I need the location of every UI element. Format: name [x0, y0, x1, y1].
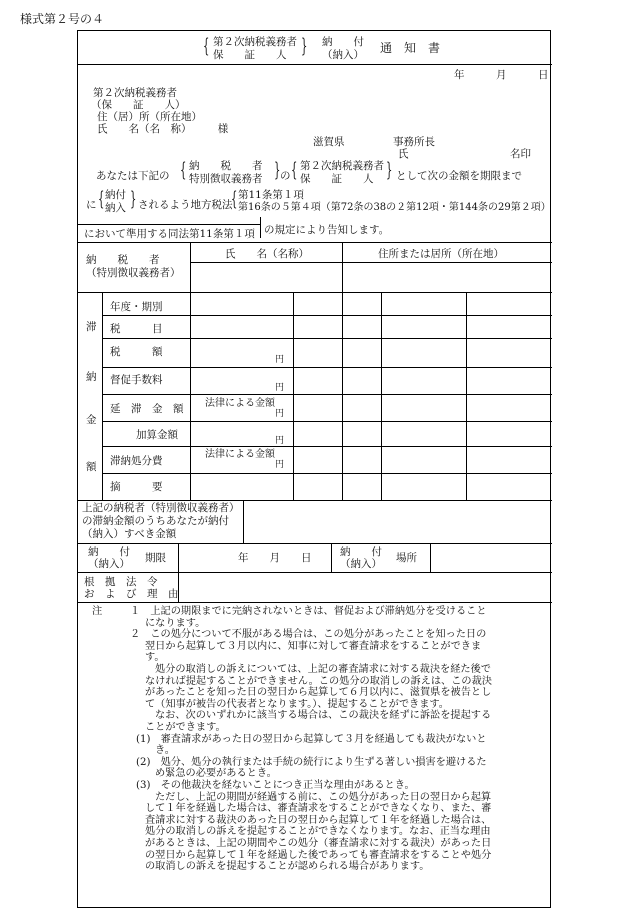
- issuer-office: 事務所長: [393, 136, 435, 148]
- note-line: があったことを知った日の翌日から起算して６月以内に、滋賀県を被告とし: [145, 687, 492, 699]
- notice-text-2b1: 納付: [105, 189, 126, 201]
- notice-text-1a: あなたは下記の: [96, 170, 170, 182]
- basis-label-1: 根 拠 法 令: [84, 576, 158, 588]
- notice-text-1b1: 納 税 者: [189, 160, 263, 172]
- divider: [243, 500, 244, 543]
- row-label-additional-tax: 加算金額: [136, 429, 178, 441]
- title-bracket-open: {: [203, 33, 210, 57]
- notes-head: 注: [92, 606, 103, 617]
- note-line: 処分の取消しの訴えを提起することができなくなります。なお、正当な理由: [145, 826, 491, 838]
- note-line: の取消しの訴えを提起することが認められる場合があります。: [145, 861, 430, 873]
- divider: [78, 572, 552, 573]
- form-number: 様式第２号の４: [20, 12, 105, 26]
- notice-text-2b2: 納入: [105, 202, 126, 214]
- row-unit-yen: 円: [275, 436, 285, 446]
- notice-form: [77, 30, 551, 908]
- place-label-bottom: （納入）: [340, 558, 382, 570]
- title-left-top: 第２次納税義務者: [213, 36, 297, 48]
- title-bracket-close: }: [301, 33, 308, 57]
- divider: [178, 543, 179, 572]
- divider: [342, 292, 343, 500]
- basis-label-2: お よ び 理 由: [84, 588, 179, 600]
- divider: [78, 500, 552, 501]
- row-label-late-fee: 延 滞 金 額: [110, 403, 184, 415]
- divider: [260, 217, 261, 238]
- place-label-side: 場所: [396, 552, 417, 564]
- group-label-char: 金: [86, 414, 97, 426]
- divider: [102, 394, 552, 395]
- row-unit-yen: 円: [275, 355, 285, 365]
- notice-text-2c: されるよう地方税法: [138, 199, 233, 211]
- row-label-disposition-cost: 滞納処分費: [110, 455, 163, 467]
- amount-to-pay-label: 上記の納税者（特別徴収義務者）の滞納金額のうちあなたが納付（納入）すべき金額: [82, 502, 240, 540]
- deadline-label-bottom: （納入）: [88, 558, 130, 570]
- deadline-label-side: 期限: [145, 552, 166, 564]
- divider: [102, 446, 552, 447]
- divider: [102, 421, 552, 422]
- note-line: なければ提起することができません。この処分の取消しの訴えは、この裁決: [145, 675, 492, 687]
- bracket: {: [231, 186, 238, 210]
- title-left-bottom: 保 証 人: [213, 49, 287, 61]
- notice-text-1c: の: [280, 170, 291, 182]
- bracket: }: [130, 186, 137, 210]
- taxpayer-name-header: 氏 名（名称）: [225, 248, 309, 260]
- taxpayer-address-header: 住所または居所（所在地）: [378, 248, 504, 260]
- addressee-title: 第２次納税義務者: [93, 87, 177, 99]
- issuer-prefecture: 滋賀県: [313, 136, 345, 148]
- notice-text-3b: の規定により告知します。: [264, 224, 390, 236]
- note-line: があるときは、上記の期間やこの処分（審査請求に対する裁決）があった日: [145, 838, 492, 849]
- group-label-char: 額: [86, 461, 97, 473]
- addressee-name: 氏 名（名 称） 様: [97, 123, 229, 135]
- note-line: になります。: [145, 617, 206, 629]
- addressee-guarantor: （保 証 人）: [91, 99, 186, 111]
- note-line: き。: [155, 745, 175, 757]
- notice-text-1b2: 特別徴収義務者: [189, 173, 263, 185]
- title-mid-top: 納 付: [322, 36, 364, 48]
- row-unit-yen: 円: [275, 383, 285, 393]
- taxpayer-label-sub: （特別徴収義務者）: [86, 267, 181, 279]
- note-line: ２ この処分について不服がある場合は、この処分があったことを知った日の: [130, 629, 487, 641]
- row-label-reminder-fee: 督促手数料: [110, 374, 163, 386]
- deadline-label-top: 納 付: [88, 546, 130, 558]
- note-line: １ 上記の期限までに完納されないときは、督促および滞納処分を受けること: [130, 606, 487, 617]
- divider: [190, 262, 552, 263]
- group-label-char: 納: [86, 371, 97, 383]
- row-label-tax-item: 税 目: [110, 323, 163, 335]
- divider: [331, 543, 332, 572]
- note-line: (2) 処分、処分の執行または手続の続行により生ずる著しい損害を避けるた: [136, 756, 487, 768]
- note-line: して１年を経過した場合は、審査請求をすることができなくなり、また、審: [145, 803, 492, 815]
- divider: [78, 602, 552, 603]
- bracket: {: [180, 157, 187, 181]
- divider: [190, 292, 191, 500]
- row-unit-yen: 円: [275, 460, 285, 470]
- divider: [102, 338, 552, 339]
- divider: [102, 367, 552, 368]
- title-mid-bottom: （納入）: [322, 49, 364, 61]
- divider: [430, 543, 431, 572]
- addressee-address: 住（居）所（所在地）: [97, 111, 202, 123]
- taxpayer-label: 納 税 者: [86, 254, 160, 266]
- bracket: {: [98, 186, 105, 210]
- notice-text-2d1: 第11条第１項: [238, 189, 304, 201]
- note-line: て（知事が被告の代表者となります。）、提起することができます。: [145, 698, 449, 710]
- note-line: (1) 審査請求があった日の翌日から起算して３月を経過しても裁決がないと: [136, 733, 487, 745]
- deadline-date: 年 月 日: [238, 552, 312, 564]
- note-line: す。: [145, 652, 165, 664]
- row-legal-amount: 法律による金額: [205, 398, 275, 409]
- divider: [178, 572, 179, 602]
- divider: [78, 242, 552, 243]
- divider: [102, 292, 103, 500]
- row-label-remarks: 摘 要: [110, 481, 163, 493]
- title-main: 通 知 書: [380, 41, 441, 55]
- divider: [78, 224, 260, 225]
- note-line: ことができます。: [145, 722, 226, 733]
- divider: [102, 315, 552, 316]
- divider: [342, 242, 343, 292]
- note-line: ただし、上記の期間が経過する前に、この処分があった日の翌日から起算: [155, 791, 492, 803]
- row-unit-yen: 円: [275, 409, 285, 419]
- issuer-name-label: 氏: [398, 148, 409, 160]
- notice-text-3a: において準用する同法第11条第１項: [84, 228, 255, 240]
- divider: [466, 292, 467, 500]
- bracket: {: [291, 157, 298, 181]
- divider: [381, 292, 382, 500]
- divider: [293, 292, 294, 500]
- group-label-char: 滞: [86, 321, 97, 333]
- row-label-tax-amount: 税 額: [110, 346, 163, 358]
- note-line: なお、次のいずれかに該当する場合は、この裁決を経ずに訴訟を提起する: [155, 710, 492, 722]
- note-line: 処分の取消しの訴えについては、上記の審査請求に対する裁決を経た後で: [155, 664, 491, 675]
- notice-text-1e: として次の金額を期限まで: [396, 170, 522, 182]
- note-line: (3) その他裁決を経ないことにつき正当な理由があるとき。: [136, 780, 415, 791]
- place-label-top: 納 付: [340, 546, 382, 558]
- notice-text-2d2: 第16条の５第４項（第72条の38の２第12項・第144条の29第２項）: [238, 202, 551, 213]
- date-line: 年 月 日: [454, 69, 549, 81]
- bracket: }: [274, 157, 281, 181]
- row-legal-amount: 法律による金額: [205, 449, 275, 460]
- divider: [78, 292, 552, 293]
- notice-text-1d2: 保 証 人: [300, 173, 374, 185]
- notice-text-1d1: 第２次納税義務者: [300, 160, 384, 172]
- note-line: め緊急の必要があるとき。: [155, 768, 277, 780]
- notice-text-2a: に: [86, 199, 97, 211]
- bracket: }: [386, 157, 393, 181]
- divider: [78, 543, 552, 544]
- row-label-fiscal-year: 年度・期別: [110, 301, 163, 313]
- divider: [78, 64, 552, 65]
- note-line: の翌日から起算して１年を経過した後であっても審査請求をすることや処分: [145, 849, 492, 861]
- note-line: 査請求に対する裁決のあった日の翌日から起算して１年を経過した場合は、: [145, 814, 492, 826]
- divider: [102, 473, 552, 474]
- divider: [190, 242, 191, 292]
- issuer-seal: 名印: [510, 148, 531, 160]
- note-line: 翌日から起算して３月以内に、知事に対して審査請求をすることができま: [145, 640, 482, 652]
